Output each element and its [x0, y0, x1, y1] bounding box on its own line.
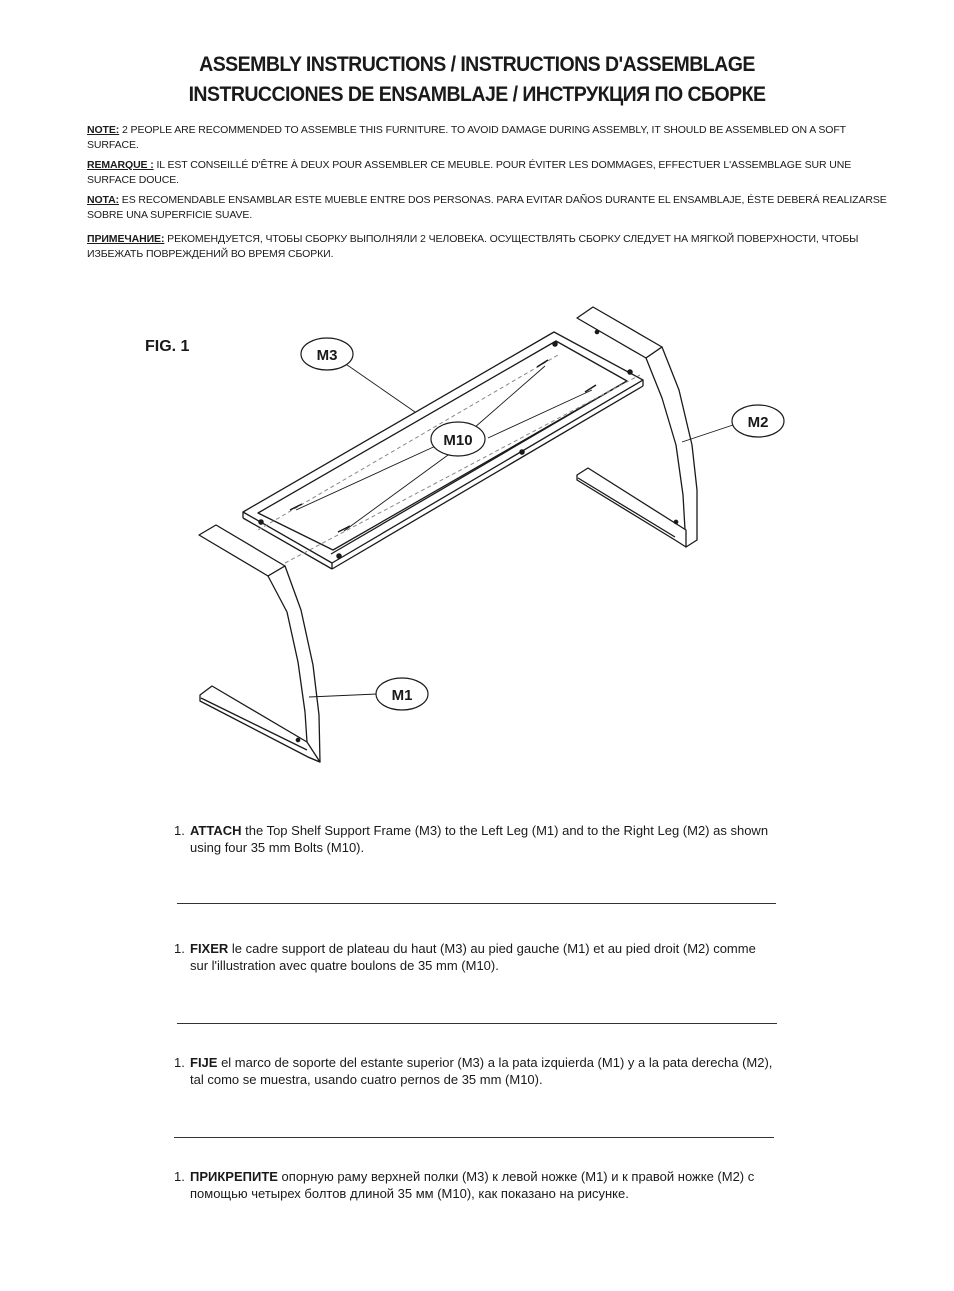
divider [177, 903, 776, 904]
note-spanish [87, 193, 887, 223]
label-m1: M1 [391, 687, 413, 704]
step-verb: FIJE [190, 1055, 218, 1070]
note-french [87, 158, 887, 188]
step-text: the Top Shelf Support Frame (M3) to the Left Leg (M1) and to the Right Leg (M2) as shown using four 35 mm Bolts (M10). [190, 823, 769, 855]
step-verb: FIXER [190, 941, 229, 956]
step-number: 1. [174, 823, 185, 838]
step-english [174, 822, 774, 856]
note-english [87, 123, 887, 153]
step-number: 1. [174, 941, 185, 956]
label-m2: M2 [747, 414, 769, 431]
step-text: le cadre support de plateau du haut (M3) au pied gauche (M1) et au pied droit (M2) comme sur l'illustration avec quatre boulons de 35 mm (M10). [190, 941, 756, 973]
assembly-figure [0, 290, 954, 790]
page-subtitle: INSTRUCCIONES DE ENSAMBLAJE / ИНСТРУКЦИЯ ПО СБОРКЕ [188, 83, 766, 106]
note-label: ПРИМЕЧАНИЕ: [87, 233, 165, 245]
note-text: IL EST CONSEILLÉ D'ÊTRE À DEUX POUR ASSEMBLER CE MEUBLE. POUR ÉVITER LES DOMMAGES, EFFECTUER L'ASSEMBLAGE SUR UNE SURFACE DOUCE. [87, 159, 852, 186]
divider [174, 1137, 774, 1138]
step-text: опорную раму верхней полки (M3) к левой ножке (M1) и к правой ножке (M2) с помощью четырех болтов длиной 35 мм (M10), как показано на рисунке. [190, 1169, 755, 1201]
note-russian [87, 232, 887, 262]
note-text: РЕКОМЕНДУЕТСЯ, ЧТОБЫ СБОРКУ ВЫПОЛНЯЛИ 2 ЧЕЛОВЕКА. ОСУЩЕСТВЛЯТЬ СБОРКУ СЛЕДУЕТ НА МЯГКОЙ ПОВЕРХНОСТИ, ЧТОБЫ ИЗБЕЖАТЬ ПОВРЕЖДЕНИЙ ВО ВРЕМЯ СБОРКИ. [87, 233, 859, 260]
page-title: ASSEMBLY INSTRUCTIONS / INSTRUCTIONS D'ASSEMBLAGE [199, 53, 755, 76]
step-number: 1. [174, 1055, 185, 1070]
note-label: NOTE: [87, 124, 120, 136]
note-label: NOTA: [87, 194, 119, 206]
left-leg-drawing [199, 525, 320, 762]
note-text: 2 PEOPLE ARE RECOMMENDED TO ASSEMBLE THIS FURNITURE. TO AVOID DAMAGE DURING ASSEMBLY, IT SHOULD BE ASSEMBLED ON A SOFT SURFACE. [87, 124, 846, 151]
step-french [174, 940, 774, 974]
step-verb: ПРИКРЕПИТЕ [190, 1169, 278, 1184]
step-verb: ATTACH [190, 823, 242, 838]
figure-label: FIG. 1 [145, 338, 190, 355]
label-m10: M10 [443, 432, 473, 449]
step-text: el marco de soporte del estante superior (M3) a la pata izquierda (M1) y a la pata derecha (M2), tal como se muestra, usando cuatro pernos de 35 mm (M10). [190, 1055, 773, 1087]
step-russian [174, 1168, 774, 1202]
step-number: 1. [174, 1169, 185, 1184]
label-m3: M3 [316, 347, 338, 364]
note-label: REMARQUE : [87, 159, 154, 171]
right-leg-drawing [577, 307, 697, 547]
divider [177, 1023, 777, 1024]
step-spanish [174, 1054, 774, 1088]
note-text: ES RECOMENDABLE ENSAMBLAR ESTE MUEBLE ENTRE DOS PERSONAS. PARA EVITAR DAÑOS DURANTE EL ENSAMBLAJE, ÉSTE DEBERÁ REALIZARSE SOBRE UNA SUPERFICIE SUAVE. [87, 194, 887, 221]
